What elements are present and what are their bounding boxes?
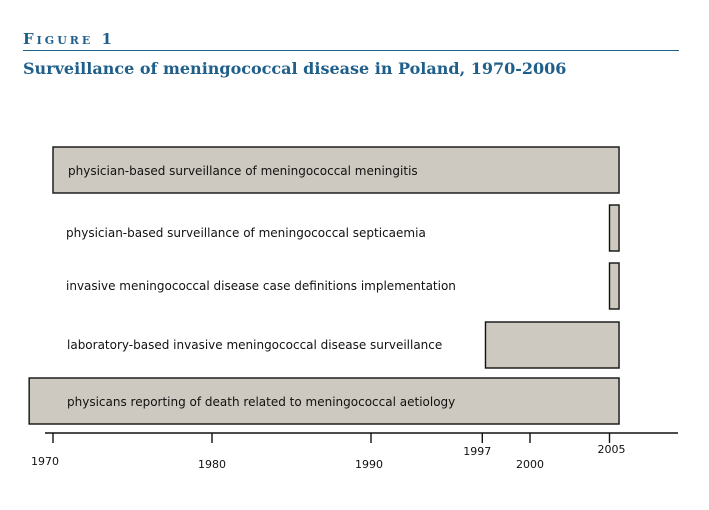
- figure-title: Surveillance of meningococcal disease in Poland, 1970-2006: [23, 59, 567, 78]
- timeline-bar: [610, 205, 620, 251]
- figure-label: Figure 1: [23, 30, 115, 48]
- timeline-bar: [610, 263, 620, 309]
- timeline-bar-label: physician-based surveillance of meningococcal meningitis: [68, 164, 418, 178]
- x-tick-label: 1990: [355, 458, 383, 471]
- timeline-bar: [485, 322, 619, 368]
- x-tick-label: 1970: [31, 455, 59, 468]
- x-tick-label: 2000: [516, 458, 544, 471]
- timeline-bar-label: physician-based surveillance of meningococcal septicaemia: [66, 226, 426, 240]
- x-tick-label: 1997: [463, 445, 492, 458]
- x-tick-label: 1980: [198, 458, 226, 471]
- timeline-bar-label: invasive meningococcal disease case definitions implementation: [66, 279, 456, 293]
- x-tick-label: 2005: [597, 443, 626, 456]
- timeline-bar-label: physicans reporting of death related to meningococcal aetiology: [67, 395, 456, 409]
- timeline-bar-label: laboratory-based invasive meningococcal disease surveillance: [67, 338, 443, 352]
